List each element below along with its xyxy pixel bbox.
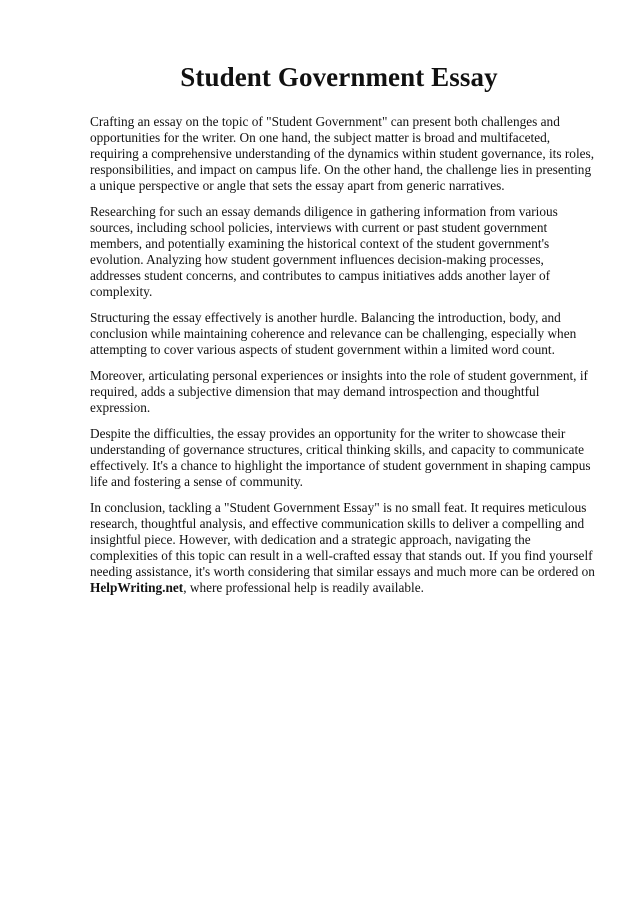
paragraph-structure: Structuring the essay effectively is another hurdle. Balancing the introduction, body, and conclusion while maintaining coherence and relevance can be challenging, especially when attempting to cover various aspects of student government within a limited word count. — [90, 310, 577, 357]
paragraph-research: Researching for such an essay demands diligence in gathering information from various sources, including school policies, interviews with current or past student government members, and potentially examining the historical context of the student government's evolution. Analyzing how student government influences decision-making processes, addresses student concerns, and contributes to campus initiatives adds another layer of complexity. — [90, 204, 558, 299]
paragraph-intro: Crafting an essay on the topic of "Student Government" can present both challenges and opportunities for the writer. On one hand, the subject matter is broad and multifaceted, requiring a comprehensive understanding of the dynamics within student governance, its roles, responsibilities, and impact on campus life. On the other hand, the challenge lies in presenting a unique perspective or angle that sets the essay apart from generic narratives. — [90, 114, 595, 193]
conclusion-text: In conclusion, tackling a "Student Government Essay" is no small feat. It requires meticulous research, thoughtful analysis, and effective communication skills to deliver a compelling and insightful piece. However, with dedication and a strategic approach, navigating the complexities of this topic can result in a well-crafted essay that stands out. If you find yourself needing assistance, it's worth considering that similar essays and much more can be ordered on — [90, 500, 595, 579]
paragraph-personal: Moreover, articulating personal experiences or insights into the role of student government, if required, adds a subjective dimension that may demand introspection and thoughtful expression. — [90, 368, 588, 415]
paragraph-opportunity: Despite the difficulties, the essay provides an opportunity for the writer to showcase their understanding of governance structures, critical thinking skills, and capacity to communicate effectively. It's a chance to highlight the importance of student government in shaping campus life and fostering a sense of community. — [90, 426, 591, 489]
helpwriting-link[interactable]: HelpWriting.net — [90, 580, 184, 595]
paragraph-conclusion — [90, 500, 598, 596]
conclusion-tail: , where professional help is readily available. — [183, 580, 424, 595]
page-title: Student Government Essay — [180, 62, 498, 92]
